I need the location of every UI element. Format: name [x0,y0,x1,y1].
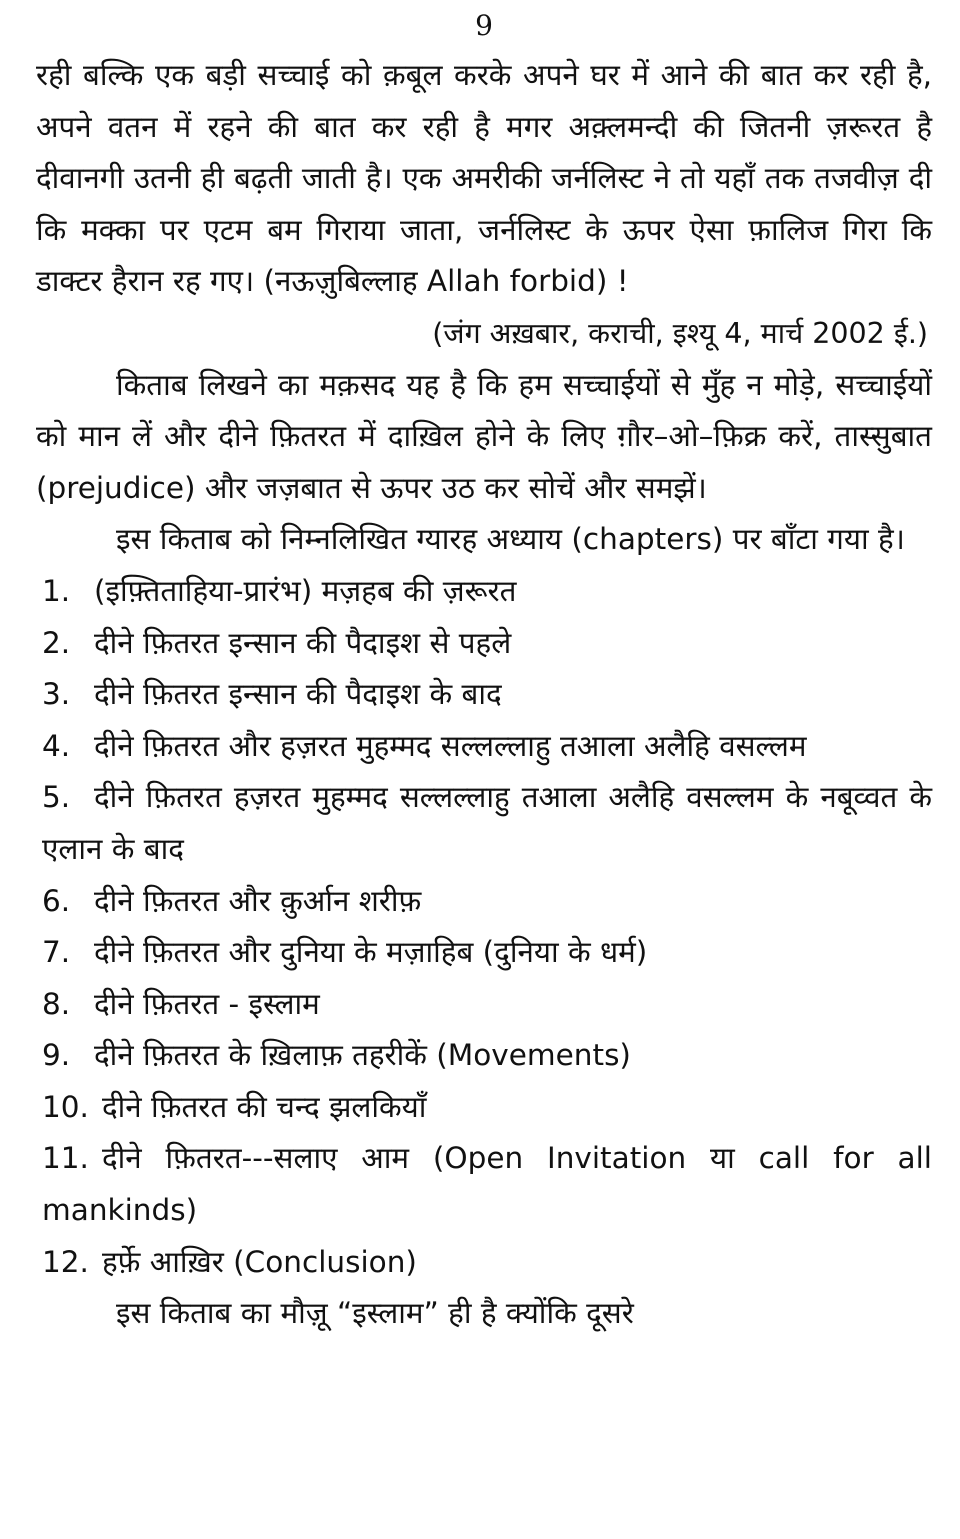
chapter-number: 11. [42,1141,89,1176]
chapter-number: 8. [42,986,71,1021]
chapter-number: 4. [42,728,71,763]
chapter-item [36,772,932,875]
chapter-item [36,979,932,1031]
paragraph-subject: इस किताब का मौज़ू “इस्लाम” ही है क्योंकि दूसरे [116,1296,634,1331]
paragraph-chapters-intro: इस किताब को निम्नलिखित ग्यारह अध्याय (chapters) पर बाँटा गया है। [116,522,905,557]
chapter-title: दीने फ़ितरत और दुनिया के मज़ाहिब (दुनिया के धर्म) [94,935,648,970]
chapter-title: दीने फ़ितरत के ख़िलाफ़ तहरीकें (Movements) [94,1038,631,1073]
chapter-number: 1. [42,573,71,608]
page-number: 9 [475,9,493,42]
chapter-title: (इफ़्तिताहिया-प्रारंभ) मज़हब की ज़रूरत [94,573,517,608]
chapter-number: 2. [42,625,71,660]
chapter-number: 5. [42,780,71,815]
chapter-title: दीने फ़ितरत---सलाए आम (Open Invitation या call for all mankinds) [42,1141,932,1228]
paragraph-intro: रही बल्कि एक बड़ी सच्चाई को क़बूल करके अपने घर में आने की बात कर रही है, अपने वतन में रहने की बात कर रही है मगर अक़्लमन्दी की जितनी ज़रूरत है दीवानगी उतनी ही बढ़ती जाती है। एक अमरीकी जर्नलिस्ट ने तो यहाँ तक तजवीज़ दी कि मक्का पर एटम बम गिराया जाता, जर्नलिस्ट के ऊपर ऐसा फ़ालिज गिरा कि डाक्टर हैरान रह गए। (नऊज़ुबिल्लाह Allah forbid) ! [36,58,932,299]
chapter-item [36,1082,932,1134]
chapter-title: दीने फ़ितरत हज़रत मुहम्मद सल्लल्लाहु तआला अलैहि वसल्लम के नबूव्वत के एलान के बाद [42,780,932,866]
chapter-title: दीने फ़ितरत इन्सान की पैदाइश के बाद [94,677,502,712]
chapter-number: 3. [42,677,71,712]
citation: (जंग अख़बार, कराची, इश्यू 4, मार्च 2002 ई.) [432,316,928,350]
chapter-item [36,618,932,670]
chapter-item [36,876,932,928]
chapter-number: 9. [42,1038,71,1073]
chapter-title: दीने फ़ितरत की चन्द झलकियाँ [102,1089,427,1124]
chapter-item [36,1237,932,1289]
paragraph-purpose: किताब लिखने का मक़सद यह है कि हम सच्चाईयों से मुँह न मोड़े, सच्चाईयों को मान लें और दीने फ़ितरत में दाख़िल होने के लिए ग़ौर–ओ–फ़िक्र करें, तास्सुबात (prejudice) और जज़बात से ऊपर उठ कर सोचें और समझें। [36,367,932,505]
chapter-title: हर्फ़े आख़िर (Conclusion) [102,1244,417,1279]
chapter-title: दीने फ़ितरत - इस्लाम [94,986,320,1021]
chapter-list [36,566,932,1288]
chapter-title: दीने फ़ितरत और हज़रत मुहम्मद सल्लल्लाहु तआला अलैहि वसल्लम [94,728,807,763]
chapter-title: दीने फ़ितरत इन्सान की पैदाइश से पहले [94,625,512,660]
chapter-item [36,669,932,721]
chapter-item [36,721,932,773]
chapter-item [36,1133,932,1236]
chapter-number: 6. [42,883,71,918]
chapter-item [36,566,932,618]
chapter-number: 12. [42,1244,89,1279]
chapter-number: 10. [42,1089,89,1124]
chapter-item [36,927,932,979]
chapter-item [36,1030,932,1082]
chapter-title: दीने फ़ितरत और क़ुर्आन शरीफ़ [94,883,422,918]
chapter-number: 7. [42,935,71,970]
